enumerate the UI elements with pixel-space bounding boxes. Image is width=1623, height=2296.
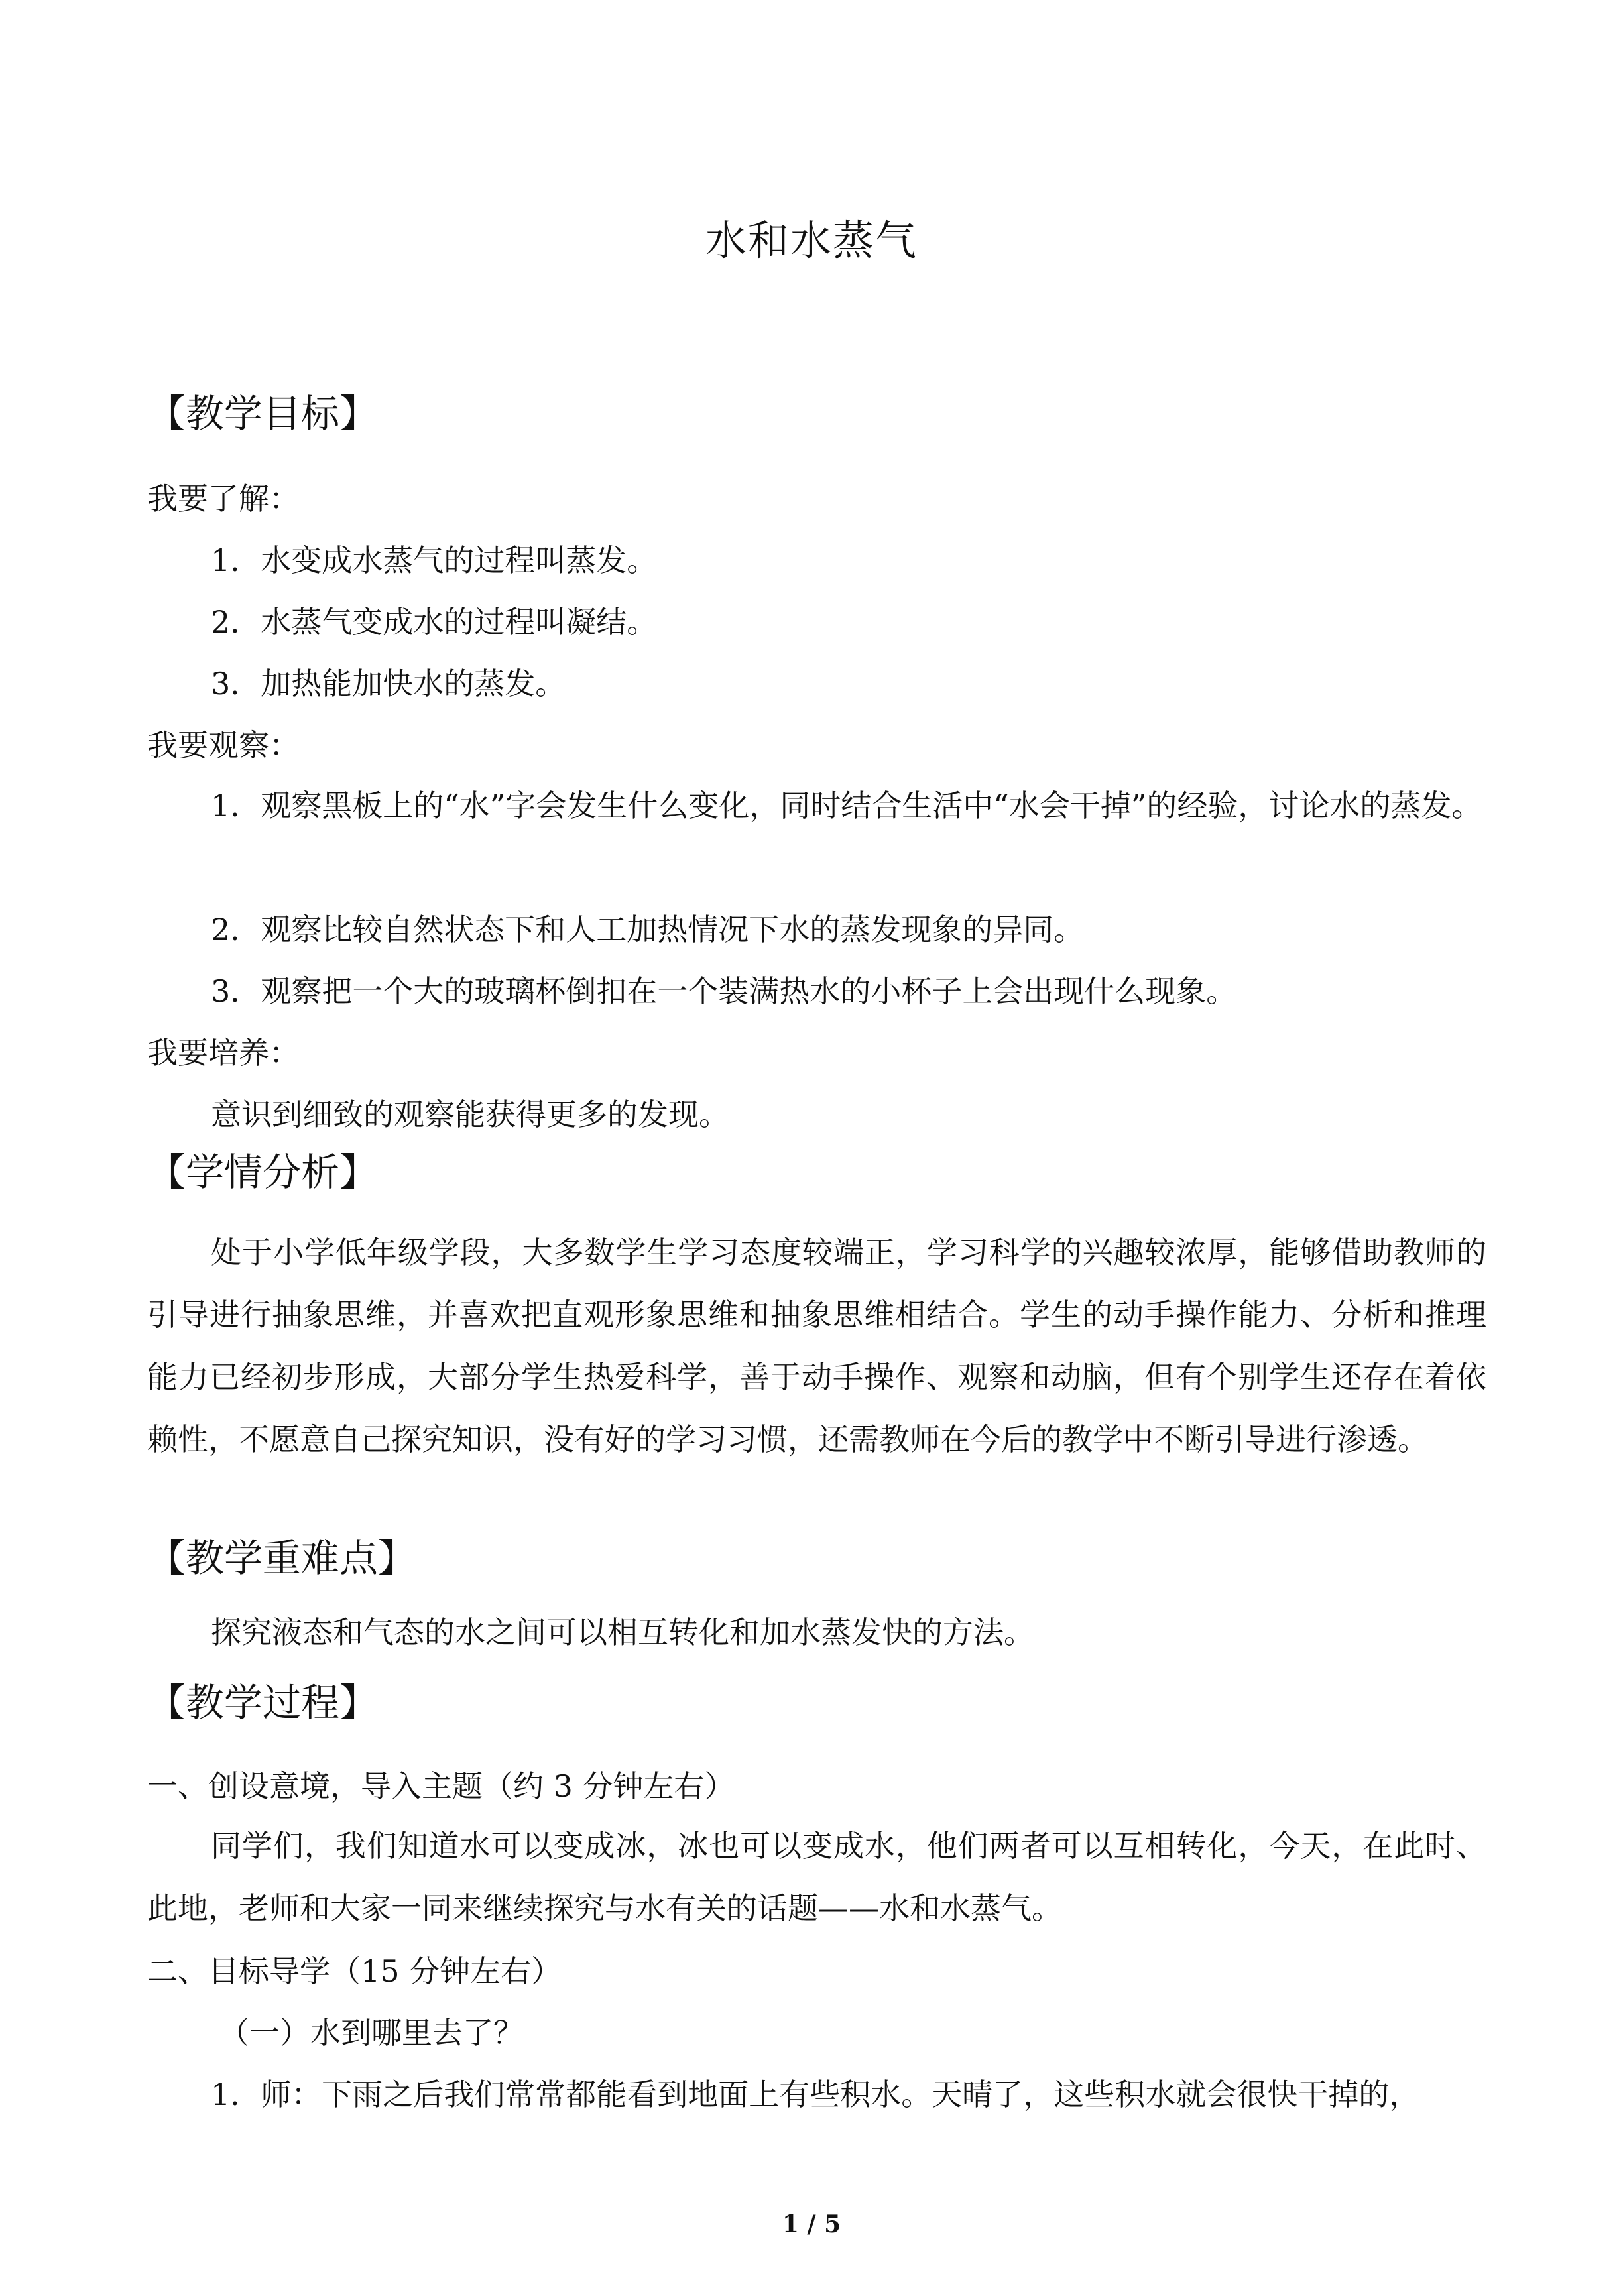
process-sub-1-title: （一）水到哪里去了？ [219, 2015, 524, 2051]
observe-label: 我要观察： [147, 727, 300, 763]
understand-item-3: 3．加热能加快水的蒸发。 [211, 666, 566, 701]
observe-item-1: 1．观察黑板上的“水”字会发生什么变化，同时结合生活中“水会干掉”的经验，讨论水的蒸发。 [211, 788, 1482, 823]
student-analysis-text: 处于小学低年级学段，大多数学生学习态度较端正，学习科学的兴趣较浓厚，能够借助教师的引导进行抽象思维，并喜欢把直观形象思维和抽象思维相结合。学生的动手操作能力、分析和推理能力已经初步形成，大部分学生热爱科学，善于动手操作、观察和动脑，但有个别学生还存在着依赖性，不愿意自己探究知识，没有好的学习习惯，还需教师在今后的教学中不断引导进行渗透。 [147, 1235, 1486, 1457]
heading-student-analysis: 【学情分析】 [147, 1150, 379, 1195]
process-step-2-title: 二、目标导学（15 分钟左右） [147, 1953, 562, 1989]
observe-item-3: 3．观察把一个大的玻璃杯倒扣在一个装满热水的小杯子上会出现什么现象。 [211, 973, 1237, 1009]
observe-item-2: 2．观察比较自然状态下和人工加热情况下水的蒸发现象的异同。 [211, 912, 1085, 947]
heading-teaching-process: 【教学过程】 [147, 1680, 379, 1725]
heading-key-points: 【教学重难点】 [147, 1536, 417, 1581]
key-points-text: 探究液态和气态的水之间可以相互转化和加水蒸发快的方法。 [211, 1614, 1034, 1650]
heading-teaching-objectives: 【教学目标】 [147, 391, 379, 436]
page-number: 1 / 5 [782, 2210, 841, 2238]
cultivate-label: 我要培养： [147, 1035, 300, 1071]
process-step-1-title: 一、创设意境，导入主题（约 3 分钟左右） [147, 1768, 735, 1804]
document-title: 水和水蒸气 [705, 216, 918, 265]
process-sub-1-item-1: 1．师：下雨之后我们常常都能看到地面上有些积水。天晴了，这些积水就会很快干掉的， [211, 2077, 1420, 2112]
understand-item-2: 2．水蒸气变成水的过程叫凝结。 [211, 604, 658, 640]
understand-item-1: 1．水变成水蒸气的过程叫蒸发。 [211, 542, 658, 578]
process-step-1-text: 同学们，我们知道水可以变成冰，冰也可以变成水，他们两者可以互相转化，今天，在此时、此地，老师和大家一同来继续探究与水有关的话题——水和水蒸气。 [147, 1828, 1486, 1926]
understand-label: 我要了解： [147, 481, 300, 516]
cultivate-item: 意识到细致的观察能获得更多的发现。 [211, 1097, 729, 1132]
